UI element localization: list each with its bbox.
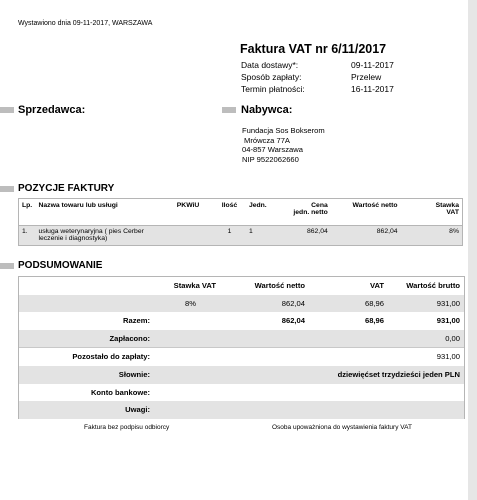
summary-rate-net: 862,04 xyxy=(281,298,305,308)
summary-notes-label: Uwagi: xyxy=(125,405,150,415)
summary-header-row xyxy=(19,277,464,295)
items-table xyxy=(18,198,463,246)
summary-bank-label: Konto bankowe: xyxy=(90,387,150,397)
summary-rate-row xyxy=(19,295,464,313)
cell-name-line2: leczenie i diagnostyka) xyxy=(38,235,108,242)
col-header-unit: Jedn. xyxy=(248,202,267,209)
summary-total-vat: 68,96 xyxy=(364,316,384,326)
summary-paid-value: 0,00 xyxy=(445,333,460,343)
summary-remaining-value: 931,00 xyxy=(436,352,460,362)
col-header-vat-line2: VAT xyxy=(446,209,459,216)
cell-pkwiu xyxy=(163,226,213,246)
summary-section-title: PODSUMOWANIE xyxy=(18,260,103,271)
summary-table xyxy=(18,276,465,419)
cell-vat-rate: 8% xyxy=(401,226,463,246)
buyer-details xyxy=(242,126,325,164)
summary-header-vat: VAT xyxy=(369,281,384,290)
buyer-heading: Nabywca: xyxy=(241,104,293,116)
summary-header-net: Wartość netto xyxy=(254,281,305,290)
summary-total-row xyxy=(19,312,464,330)
cell-price: 862,04 xyxy=(274,226,331,246)
summary-paid-row xyxy=(19,330,464,348)
summary-total-label: Razem: xyxy=(122,316,150,326)
buyer-nip: NIP 9522062660 xyxy=(242,154,299,164)
col-header-net-value: Wartość netto xyxy=(352,202,398,209)
buyer-name: Fundacja Sos Bokserom xyxy=(242,126,325,135)
buyer-street: Mrówcza 77A xyxy=(244,135,291,145)
col-header-price-line2: jedn. netto xyxy=(293,209,328,216)
issue-date-line: Wystawiono dnia 09-11-2017, WARSZAWA xyxy=(18,20,153,27)
cell-name-line1: usługa weterynaryjna ( pies Cerber xyxy=(38,228,144,235)
meta-label: Data dostawy*: xyxy=(241,60,299,70)
meta-label: Termin płatności: xyxy=(241,84,305,94)
summary-words-label: Słownie: xyxy=(118,369,150,379)
col-header-vat-line1: Stawka xyxy=(435,202,459,209)
col-header-price xyxy=(274,199,331,226)
invoice-meta xyxy=(241,59,394,95)
cell-lp: 1. xyxy=(19,226,36,246)
col-header-pkwiu: PKWiU xyxy=(176,202,200,209)
cell-unit: 1 xyxy=(246,226,274,246)
seller-heading: Sprzedawca: xyxy=(18,104,86,116)
summary-notes-row xyxy=(19,401,464,419)
page-edge-gutter xyxy=(468,0,477,500)
meta-label: Sposób zapłaty: xyxy=(241,72,302,82)
summary-rate-value: 8% xyxy=(185,298,196,308)
summary-total-gross: 931,00 xyxy=(436,316,460,326)
footer-recipient-note: Faktura bez podpisu odbiorcy xyxy=(84,424,170,431)
col-header-lp: Lp. xyxy=(22,202,33,209)
summary-section-marker xyxy=(0,263,14,269)
invoice-title: Faktura VAT nr 6/11/2017 xyxy=(240,42,387,56)
summary-total-net: 862,04 xyxy=(281,316,305,326)
col-header-price-line1: Cena xyxy=(311,202,328,209)
items-header-row xyxy=(19,199,463,226)
meta-payment-method xyxy=(241,71,394,83)
summary-bank-row xyxy=(19,384,464,402)
summary-words-value: dziewięćset trzydzieści jeden PLN xyxy=(337,369,460,379)
summary-words-row xyxy=(19,366,464,384)
summary-remaining-label: Pozostało do zapłaty: xyxy=(72,352,150,362)
seller-marker xyxy=(0,107,14,113)
items-section-title: POZYCJE FAKTURY xyxy=(18,183,115,194)
cell-name xyxy=(35,226,163,246)
cell-qty: 1 xyxy=(213,226,246,246)
meta-delivery-date xyxy=(241,59,394,71)
summary-header-rate: Stawka VAT xyxy=(173,281,216,290)
col-header-vat-rate xyxy=(401,199,463,226)
buyer-city: 04-857 Warszawa xyxy=(242,145,303,154)
summary-remaining-row xyxy=(19,347,464,366)
summary-rate-vat: 68,96 xyxy=(364,298,384,308)
col-header-name: Nazwa towaru lub usługi xyxy=(38,202,118,209)
cell-net-value: 862,04 xyxy=(331,226,401,246)
items-section-marker xyxy=(0,186,14,192)
meta-value: 09-11-2017 xyxy=(351,60,394,70)
footer-issuer-note: Osoba upoważniona do wystawienia faktury VAT xyxy=(272,424,412,431)
meta-value: 16-11-2017 xyxy=(351,84,394,94)
summary-header-gross: Wartość brutto xyxy=(406,281,460,290)
buyer-marker xyxy=(222,107,236,113)
summary-rate-gross: 931,00 xyxy=(436,298,460,308)
col-header-qty: Ilość xyxy=(221,202,238,209)
table-row xyxy=(19,226,463,246)
summary-paid-label: Zapłacono: xyxy=(109,333,150,343)
meta-payment-due xyxy=(241,83,394,95)
meta-value: Przelew xyxy=(351,72,382,82)
